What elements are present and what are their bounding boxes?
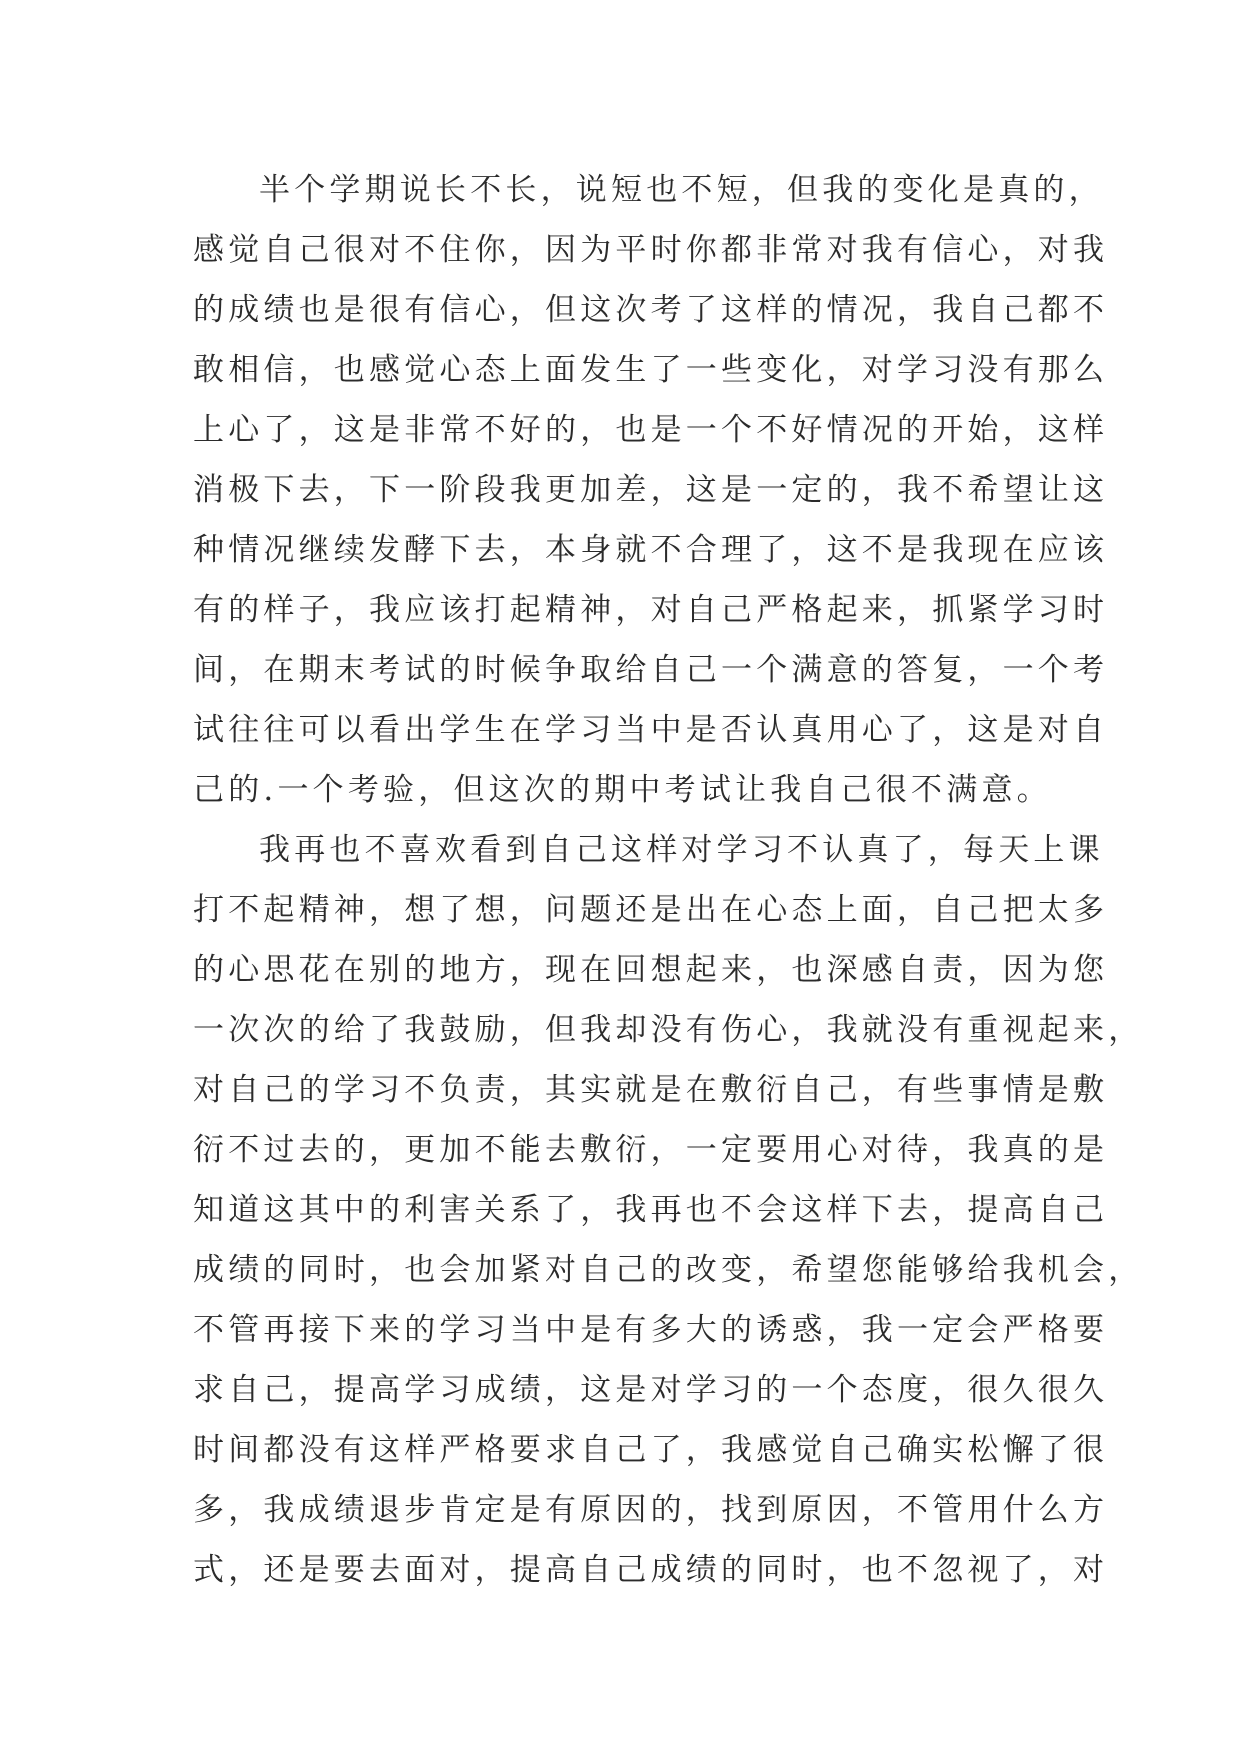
text-line: 敢相信，也感觉心态上面发生了一些变化，对学习没有那么 <box>193 352 1109 388</box>
text-line: 己的.一个考验，但这次的期中考试让我自己很不满意。 <box>193 772 1052 808</box>
text-line: 打不起精神，想了想，问题还是出在心态上面，自己把太多 <box>193 892 1109 928</box>
text-line: 上心了，这是非常不好的，也是一个不好情况的开始，这样 <box>193 412 1109 448</box>
text-line: 半个学期说长不长，说短也不短，但我的变化是真的， <box>259 172 1104 208</box>
text-line: 求自己，提高学习成绩，这是对学习的一个态度，很久很久 <box>193 1372 1109 1408</box>
text-line: 的成绩也是很有信心，但这次考了这样的情况，我自己都不 <box>193 292 1109 328</box>
text-line: 式，还是要去面对，提高自己成绩的同时，也不忽视了，对 <box>193 1552 1109 1588</box>
text-line: 试往往可以看出学生在学习当中是否认真用心了，这是对自 <box>193 712 1109 748</box>
text-line: 的心思花在别的地方，现在回想起来，也深感自责，因为您 <box>193 952 1109 988</box>
text-line: 不管再接下来的学习当中是有多大的诱惑，我一定会严格要 <box>193 1312 1109 1348</box>
text-line: 我再也不喜欢看到自己这样对学习不认真了，每天上课 <box>259 832 1104 868</box>
text-line: 衍不过去的，更加不能去敷衍，一定要用心对待，我真的是 <box>193 1132 1109 1168</box>
text-line: 时间都没有这样严格要求自己了，我感觉自己确实松懈了很 <box>193 1432 1109 1468</box>
text-line: 有的样子，我应该打起精神，对自己严格起来，抓紧学习时 <box>193 592 1109 628</box>
text-line: 知道这其中的利害关系了，我再也不会这样下去，提高自己 <box>193 1192 1109 1228</box>
text-line: 成绩的同时，也会加紧对自己的改变，希望您能够给我机会， <box>193 1252 1144 1288</box>
text-line: 消极下去，下一阶段我更加差，这是一定的，我不希望让这 <box>193 472 1109 508</box>
text-line: 感觉自己很对不住你，因为平时你都非常对我有信心，对我 <box>193 232 1109 268</box>
text-line: 种情况继续发酵下去，本身就不合理了，这不是我现在应该 <box>193 532 1109 568</box>
paragraph-1 <box>193 160 1109 820</box>
text-line: 对自己的学习不负责，其实就是在敷衍自己，有些事情是敷 <box>193 1072 1109 1108</box>
document-body <box>193 160 1144 1600</box>
text-line: 间，在期末考试的时候争取给自己一个满意的答复，一个考 <box>193 652 1109 688</box>
paragraph-2 <box>193 820 1144 1600</box>
text-line: 一次次的给了我鼓励，但我却没有伤心，我就没有重视起来， <box>193 1012 1144 1048</box>
text-line: 多，我成绩退步肯定是有原因的，找到原因，不管用什么方 <box>193 1492 1109 1528</box>
